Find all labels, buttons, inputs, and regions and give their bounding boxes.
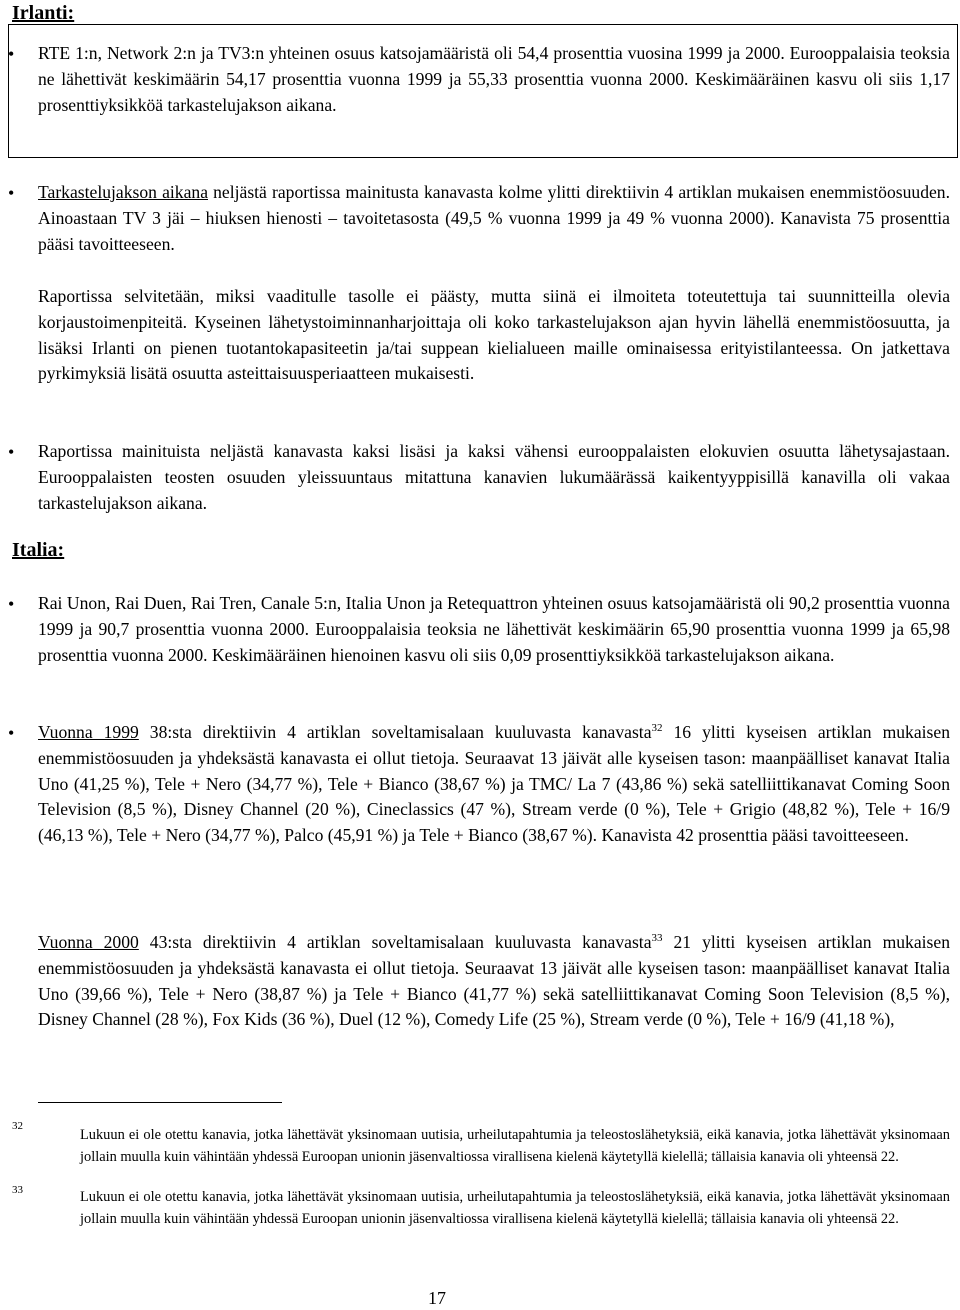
bullet-icon: •	[8, 442, 15, 462]
footnote-number: 32	[12, 1120, 23, 1132]
footnote-ref-32[interactable]: 32	[651, 722, 663, 735]
underlined-phrase: Vuonna 1999	[38, 722, 139, 742]
ireland-paragraph-1: RTE 1:n, Network 2:n ja TV3:n yhteinen osuus katsojamääristä oli 54,4 prosenttia vuosina 1999 ja 2000. Eurooppalaisia teoksia ne lähettivät keskimäärin 54,17 prosenttia vuonna 1999 ja 55,33 prosenttia vuonna 2000. Keskimääräinen kasvu oli siis 1,17 prosenttiyksikköä tarkastelujakson aikana.	[38, 43, 950, 115]
bullet-icon: •	[8, 44, 15, 64]
footnote-divider	[38, 1102, 282, 1103]
page-number: 17	[428, 1288, 446, 1308]
ireland-paragraph-4: Raportissa mainituista neljästä kanavasta kaksi lisäsi ja kaksi vähensi eurooppalaisten elokuvien osuutta lähetysajastaan. Eurooppalaisten teosten osuuden yleissuuntaus mitattuna kanavien lukumäärässä kaikentyyppisillä kanavilla oli vakaa tarkastelujakson aikana.	[38, 441, 950, 513]
italy-paragraph-1: Rai Unon, Rai Duen, Rai Tren, Canale 5:n, Italia Unon ja Retequattron yhteinen osuus katsojamääristä oli 90,2 prosenttia vuonna 1999 ja 90,7 prosenttia vuonna 2000. Eurooppalaisia teoksia ne lähettivät keskimäärin 65,90 prosenttia vuonna 1999 ja 65,98 prosenttia vuonna 2000. Keskimääräinen hienoinen kasvu oli siis 0,09 prosenttiyksikköä tarkastelujakson aikana.	[38, 593, 950, 665]
footnote-number: 33	[12, 1184, 23, 1196]
bullet-icon: •	[8, 723, 15, 743]
section-heading-ireland: Irlanti:	[12, 2, 75, 24]
bullet-icon: •	[8, 594, 15, 614]
bullet-icon: •	[8, 183, 15, 203]
paragraph-text: 38:sta direktiivin 4 artiklan soveltamisalaan kuuluvasta kanavasta	[138, 722, 652, 742]
underlined-phrase: Vuonna 2000	[38, 932, 139, 952]
italy-paragraph-2	[38, 720, 950, 849]
paragraph-text: 43:sta direktiivin 4 artiklan soveltamisalaan kuuluvasta kanavasta	[138, 932, 652, 952]
footnote-text: Lukuun ei ole otettu kanavia, jotka lähettävät yksinomaan uutisia, urheilutapahtumia ja teleostoslähetyksiä, eikä kanavia, jotka lähettävät yksinomaan jollain muulla kuin vähintään yhdessä Euroopan unionin jäsenvaltiossa virallisena kielenä käytetyllä kielellä; tällaisia kanavia oli yhteensä 22.	[80, 1189, 950, 1227]
paragraph-text: 21 ylitti kyseisen artiklan mukaisen enemmistöosuuden ja yhdeksästä kanavasta ei ollut tietoja. Seuraavat 13 jäivät alle kyseisen tason: maanpäälliset kanavat Italia Uno (39,66 %), Tele + Nero (38,87 %) ja Tele + Bianco (41,77 %) sekä satelliittikanavat Coming Soon Television (8,5 %), Disney Channel (28 %), Fox Kids (36 %), Duel (12 %), Comedy Life (25 %), Stream verde (0 %), Tele + 16/9 (41,18 %),	[38, 932, 951, 1030]
footnote-ref-33[interactable]: 33	[651, 932, 663, 945]
ireland-paragraph-2	[38, 180, 950, 257]
paragraph-text: 16 ylitti kyseisen artiklan mukaisen enemmistöosuuden ja yhdeksästä kanavasta ei ollut tietoja. Seuraavat 13 jäivät alle kyseisen tason: maanpäälliset kanavat Italia Uno (41,25 %), Tele + Nero (34,77 %), Tele + Bianco (38,67 %) ja TMC/ La 7 (43,86 %) sekä satelliittikanavat Coming Soon Television (8,5 %), Disney Channel (20 %), Cineclassics (47 %), Stream verde (0 %), Tele + Grigio (48,82 %), Tele + 16/9 (46,13 %), Tele + Nero (34,77 %), Palco (45,91 %) ja Tele + Bianco (38,67 %). Kanavista 42 prosenttia pääsi tavoitteeseen.	[38, 722, 951, 846]
italy-paragraph-3	[38, 930, 950, 1033]
underlined-phrase: Tarkastelujakson aikana	[38, 182, 208, 202]
section-heading-italy: Italia:	[12, 539, 65, 561]
footnote-text: Lukuun ei ole otettu kanavia, jotka lähettävät yksinomaan uutisia, urheilutapahtumia ja teleostoslähetyksiä, eikä kanavia, jotka lähettävät yksinomaan jollain muulla kuin vähintään yhdessä Euroopan unionin jäsenvaltiossa virallisena kielenä käytetyllä kielellä; tällaisia kanavia oli yhteensä 22.	[80, 1127, 950, 1165]
paragraph-text: neljästä raportissa mainitusta kanavasta kolme ylitti direktiivin 4 artiklan mukaisen enemmistöosuuden. Ainoastaan TV 3 jäi – hiuksen hienosti – tavoitetasosta (49,5 % vuonna 1999 ja 49 % vuonna 2000). Kanavista 75 prosenttia pääsi tavoitteeseen.	[38, 182, 950, 254]
ireland-paragraph-3: Raportissa selvitetään, miksi vaaditulle tasolle ei päästy, mutta siinä ei ilmoiteta toteutettuja tai suunnitteilla olevia korjaustoimenpiteitä. Kyseinen lähetystoiminnanharjoittaja oli koko tarkastelujakson ajan hyvin lähellä enemmistöosuutta, ja lisäksi Irlanti on pienen tuotantokapasiteetin ja/tai suppean kielialueen maille ominaisessa erityistilanteessa. On jatkettava pyrkimyksiä lisätä osuutta asteittaisuusperiaatteen mukaisesti.	[38, 286, 950, 384]
